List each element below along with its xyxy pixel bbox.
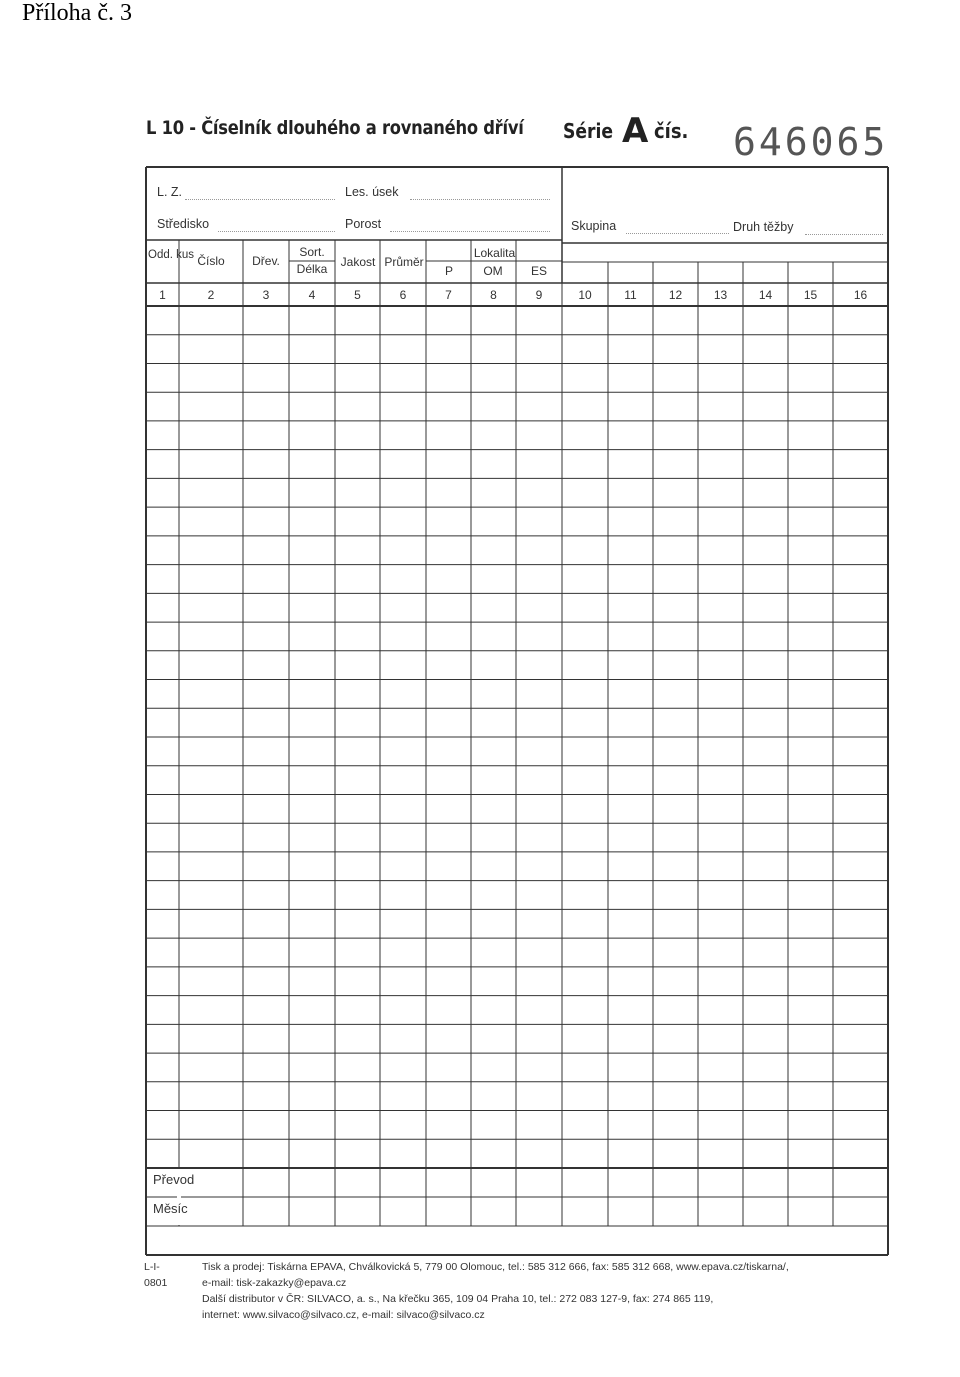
column-number: 4: [308, 288, 316, 302]
col-header-drev: Dřev.: [252, 254, 280, 268]
col-header-prumer: Průměr: [384, 255, 424, 269]
col-header-cislo: Číslo: [197, 254, 225, 268]
column-number: 11: [624, 288, 637, 302]
col-header-p: P: [444, 264, 453, 278]
les-usek-field[interactable]: [410, 199, 550, 200]
col-header-lokalita: Lokalita: [473, 246, 516, 260]
col-header-odd-kus: Odd. kus: [148, 249, 195, 261]
skupina-field[interactable]: [626, 233, 729, 234]
column-number: 14: [758, 288, 773, 302]
column-number: 15: [803, 288, 818, 302]
column-number: 7: [445, 288, 452, 302]
number-label: čís.: [654, 119, 689, 143]
column-number: 9: [535, 288, 543, 302]
serie-label: Série: [563, 119, 614, 143]
porost-field[interactable]: [390, 231, 550, 232]
serial-number: 646065: [733, 120, 889, 164]
stredisko-field[interactable]: [218, 231, 335, 232]
porost-label: Porost: [345, 217, 382, 231]
col-header-es: ES: [530, 264, 547, 278]
lz-field[interactable]: [185, 199, 335, 200]
column-number: 10: [578, 288, 592, 302]
stredisko-label: Středisko: [157, 217, 210, 231]
prevod-label: Převod: [153, 1172, 195, 1187]
column-number: 5: [354, 288, 361, 302]
column-number: 13: [713, 288, 728, 302]
skupina-label: Skupina: [571, 219, 617, 233]
column-number: 8: [490, 288, 497, 302]
form-title: L 10 - Číselník dlouhého a rovnaného dříví: [146, 117, 524, 139]
col-header-om: OM: [483, 264, 503, 278]
footer-line: e-mail: tisk-zakazky@epava.cz: [202, 1277, 347, 1289]
druh-tezby-field[interactable]: [805, 234, 883, 235]
column-number: 6: [399, 288, 407, 302]
footer-line: internet: www.silvaco@silvaco.cz, e-mail: silvaco@silvaco.cz: [202, 1309, 485, 1321]
column-number: 1: [159, 288, 166, 302]
col-header-jakost: Jakost: [340, 255, 376, 269]
column-number: 2: [207, 288, 215, 302]
druh-tezby-label: Druh těžby: [733, 220, 794, 234]
annex-label: Příloha č. 3: [22, 0, 132, 26]
lz-label: L. Z.: [157, 185, 183, 199]
column-number: 12: [668, 288, 683, 302]
col-header-sort: Sort.: [299, 245, 325, 259]
col-header-delka: Délka: [296, 262, 328, 276]
footer-line: Další distributor v ČR: SILVACO, a. s., Na křečku 365, 109 04 Praha 10, tel.: 272 083 127-9, fax: 274 865 119,: [202, 1293, 714, 1305]
footer-line: Tisk a prodej: Tiskárna EPAVA, Chválkovická 5, 779 00 Olomouc, tel.: 585 312 666, fax: 585 312 668, www.epava.cz/tiskarna/,: [202, 1261, 789, 1273]
les-usek-label: Les. úsek: [345, 185, 399, 199]
mesic-label: Měsíc: [153, 1201, 188, 1216]
serie-letter: A: [622, 111, 649, 151]
column-number: 16: [853, 288, 868, 302]
footer-lines: [202, 1259, 882, 1323]
column-number: 3: [262, 288, 270, 302]
form-code: L-I-0801: [144, 1261, 168, 1289]
